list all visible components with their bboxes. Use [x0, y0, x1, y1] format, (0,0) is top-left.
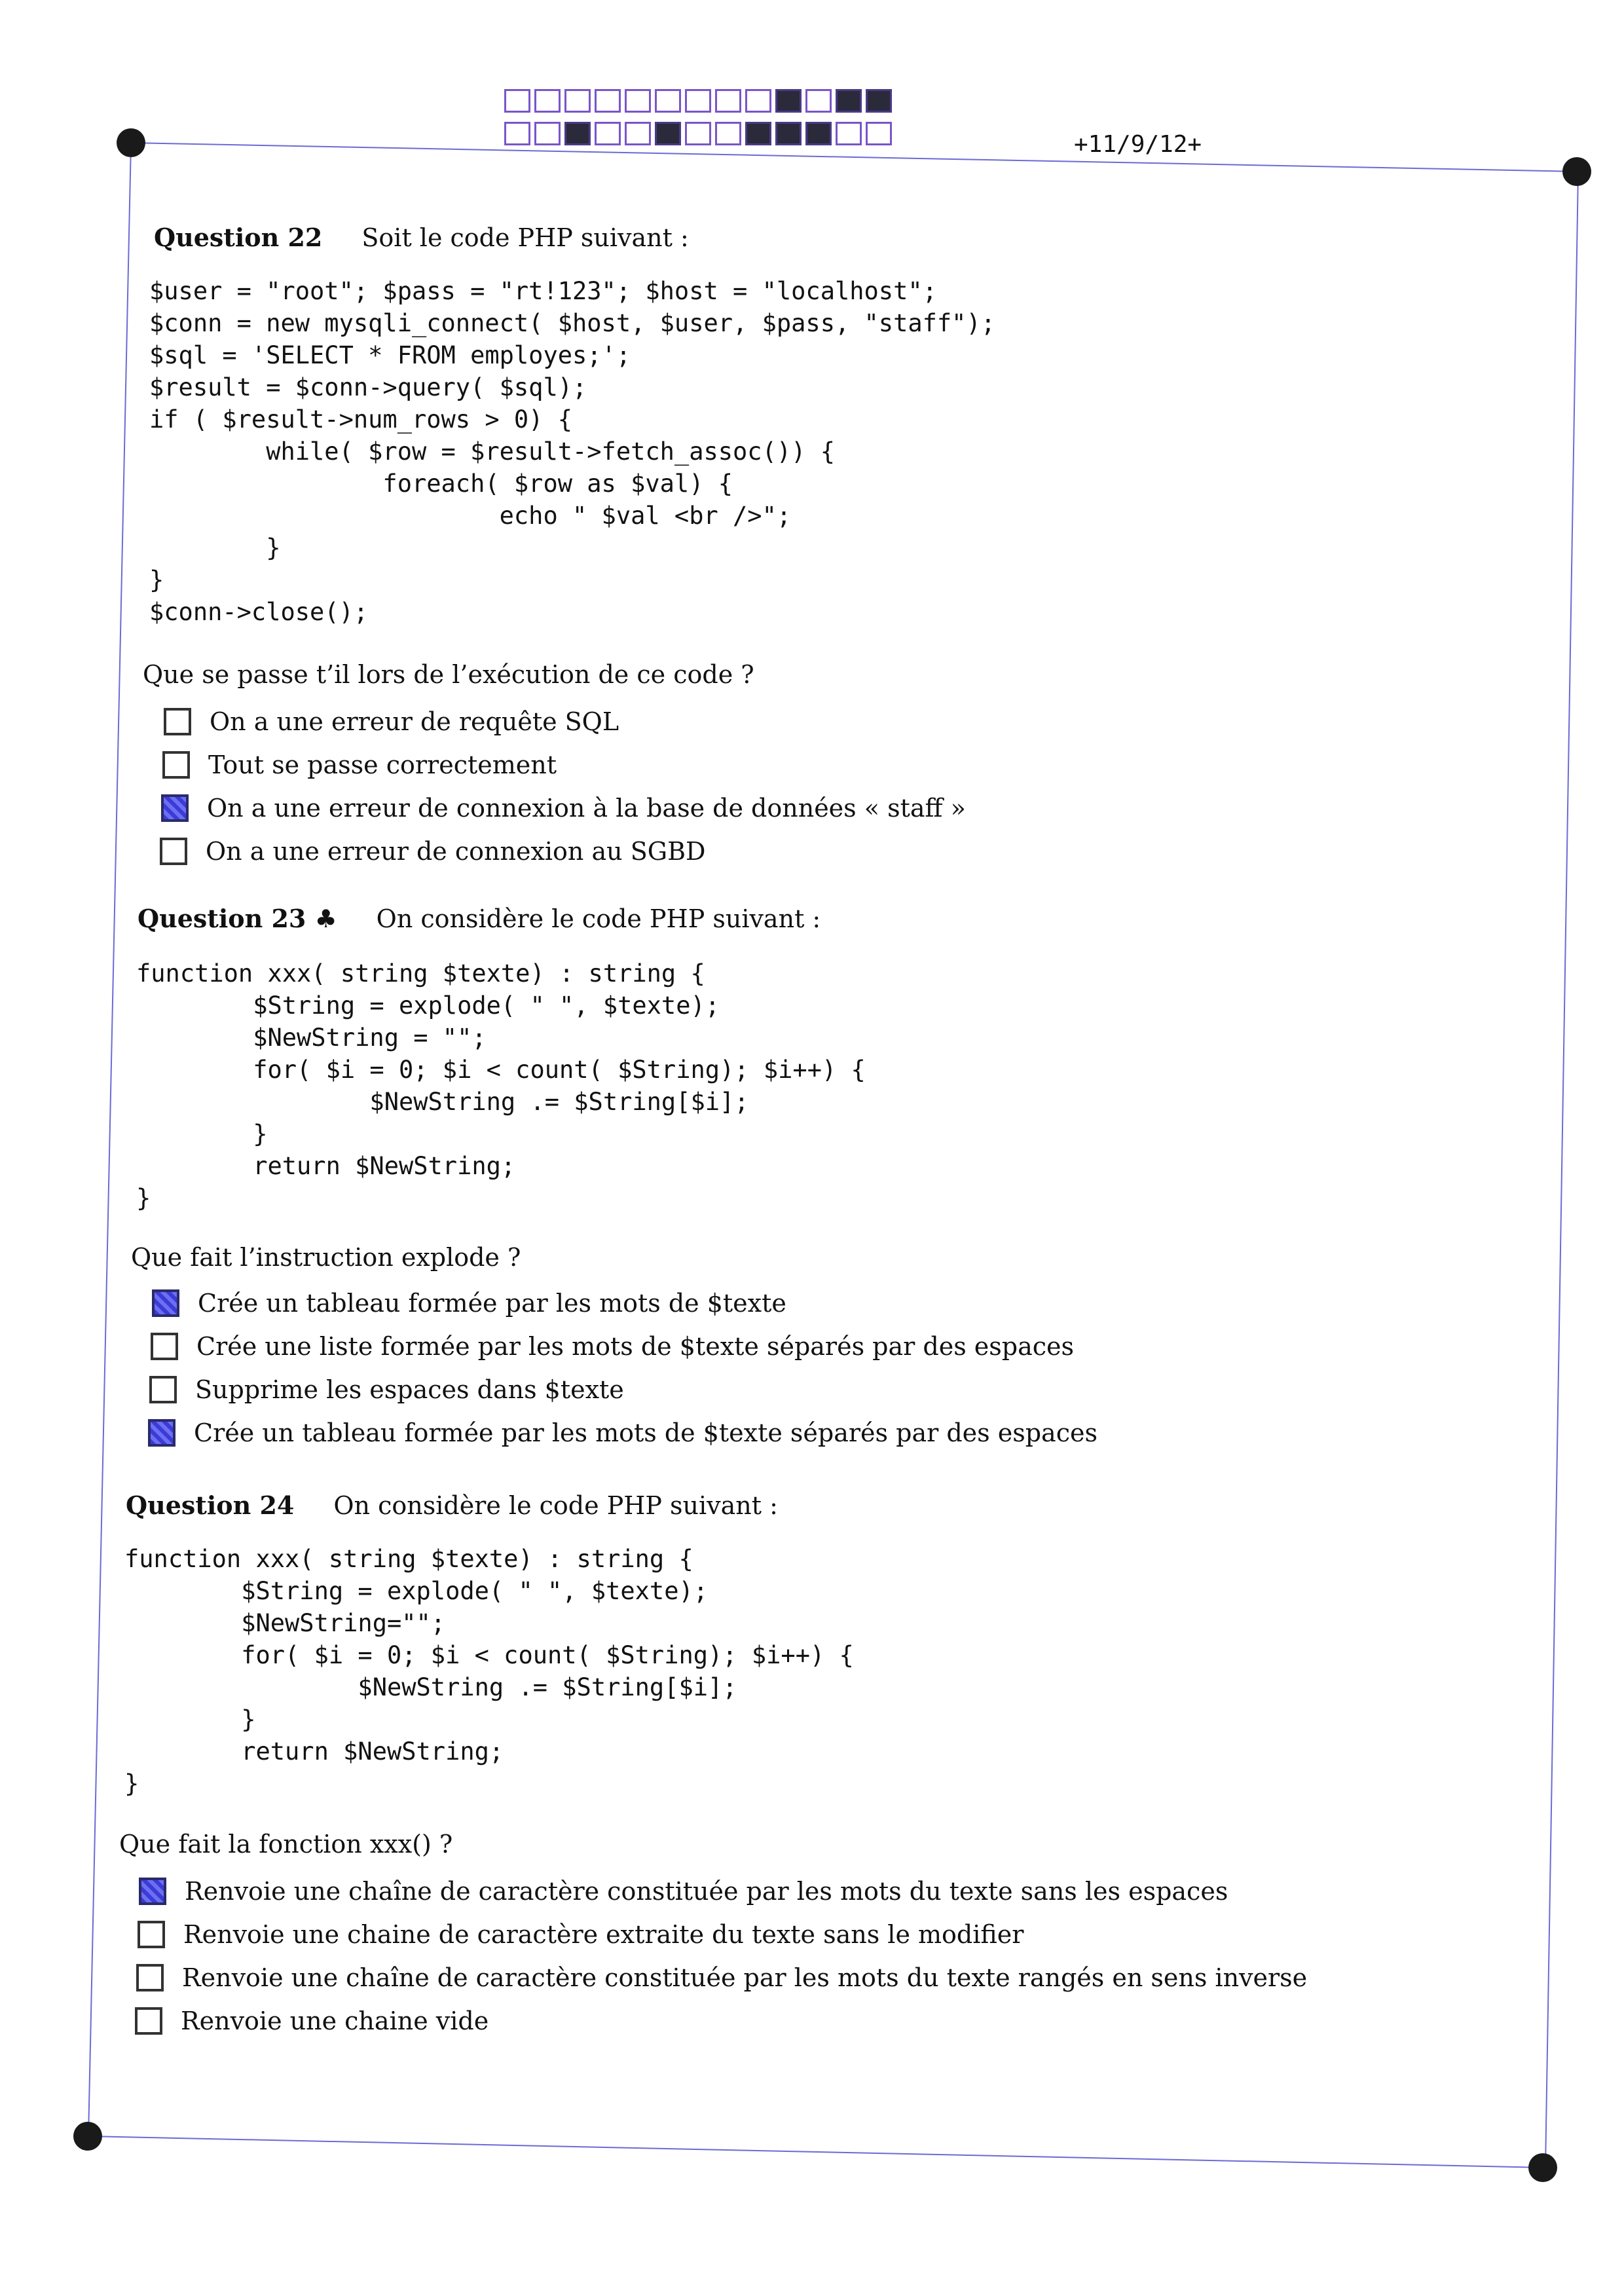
barcode-cell: [564, 89, 591, 113]
choice-label: On a une erreur de requête SQL: [210, 707, 619, 736]
question-number: Question 22: [154, 223, 323, 252]
barcode-cell: [625, 122, 651, 145]
barcode-cell: [836, 122, 862, 145]
choice-label: Tout se passe correctement: [208, 750, 557, 779]
answer-choice[interactable]: [152, 1289, 786, 1318]
choice-label: Crée une liste formée par les mots de $texte séparés par des espaces: [196, 1332, 1075, 1361]
barcode-cell: [745, 122, 771, 145]
choice-label: Crée un tableau formée par les mots de $texte séparés par des espaces: [194, 1418, 1098, 1447]
barcode-cell: [866, 122, 892, 145]
barcode-cell: [836, 89, 862, 113]
answer-choice[interactable]: [135, 2007, 489, 2035]
question-number: Question 23 ♣: [138, 904, 337, 933]
barcode-cell: [685, 89, 711, 113]
checkbox[interactable]: [149, 1376, 177, 1403]
barcode-cell: [595, 89, 621, 113]
checked-checkbox[interactable]: [152, 1289, 179, 1317]
code-block: $user = "root"; $pass = "rt!123"; $host = "localhost"; $conn = new mysqli_connect( $host, $user, $pass, "staff"); $sql = 'SELECT * FROM employes;'; $result = $conn->query( $sql); if ( $result->num_rows > 0) { while( $row = $result->fetch_assoc()) { foreach( $row as $val) { echo " $val <br />"; } } $conn->close();: [149, 277, 996, 626]
checkbox[interactable]: [164, 708, 191, 735]
barcode-cell: [745, 89, 771, 113]
choice-label: Renvoie une chaîne de caractère constituée par les mots du texte rangés en sens inverse: [182, 1963, 1308, 1992]
checked-checkbox[interactable]: [161, 794, 189, 822]
corner-mark-bottom-left: [73, 2122, 102, 2151]
corner-mark-top-right: [1562, 157, 1591, 186]
checked-checkbox[interactable]: [139, 1878, 166, 1905]
answer-choice[interactable]: [160, 837, 705, 866]
barcode-cell: [775, 89, 802, 113]
checkbox[interactable]: [136, 1964, 164, 1991]
page-id: +11/9/12+: [1074, 131, 1202, 158]
choice-label: Crée un tableau formée par les mots de $texte: [198, 1289, 786, 1318]
question-intro: On considère le code PHP suivant :: [333, 1491, 778, 1520]
question-prompt: Que fait l’instruction explode ?: [131, 1243, 521, 1272]
answer-choice[interactable]: [148, 1418, 1098, 1447]
barcode-cell: [805, 122, 832, 145]
barcode-cell: [625, 89, 651, 113]
checkbox[interactable]: [138, 1921, 165, 1948]
corner-mark-bottom-right: [1528, 2153, 1557, 2182]
checkbox[interactable]: [135, 2007, 162, 2035]
barcode-row-2: [504, 122, 896, 145]
answer-choice[interactable]: [138, 1920, 1024, 1949]
checkbox[interactable]: [160, 838, 187, 865]
question-intro: On considère le code PHP suivant :: [376, 904, 821, 933]
choice-label: Renvoie une chaine vide: [181, 2007, 489, 2035]
code-block: function xxx( string $texte) : string { $String = explode( " ", $texte); $NewString = ""; for( $i = 0; $i < count( $String); $i++) { $NewString .= $String[$i]; } return $NewString; }: [136, 959, 866, 1212]
barcode-cell: [685, 122, 711, 145]
question-prompt: Que fait la fonction xxx() ?: [119, 1830, 453, 1859]
question-23-header: [138, 904, 821, 933]
answer-choice[interactable]: [149, 1375, 624, 1404]
barcode-cell: [805, 89, 832, 113]
answer-choice[interactable]: [139, 1877, 1228, 1906]
barcode-cell: [504, 89, 530, 113]
corner-mark-top-left: [117, 128, 145, 157]
barcode-cell: [866, 89, 892, 113]
barcode-cell: [715, 89, 741, 113]
question-number: Question 24: [126, 1491, 295, 1520]
barcode-cell: [534, 89, 561, 113]
answer-choice[interactable]: [136, 1963, 1307, 1992]
code-block: function xxx( string $texte) : string { $String = explode( " ", $texte); $NewString=""; for( $i = 0; $i < count( $String); $i++) { $NewString .= $String[$i]; } return $NewString; }: [124, 1545, 854, 1798]
barcode-cell: [715, 122, 741, 145]
choice-label: Renvoie une chaîne de caractère constituée par les mots du texte sans les espaces: [185, 1877, 1228, 1906]
question-24-header: [126, 1491, 778, 1520]
barcode-cell: [534, 122, 561, 145]
barcode-row-1: [504, 89, 896, 113]
question-prompt: Que se passe t’il lors de l’exécution de ce code ?: [143, 660, 754, 689]
choice-label: Supprime les espaces dans $texte: [195, 1375, 624, 1404]
question-22-header: [154, 223, 689, 252]
checkbox[interactable]: [162, 751, 190, 779]
barcode-cell: [595, 122, 621, 145]
choice-label: On a une erreur de connexion à la base de données « staff »: [207, 794, 966, 823]
checked-checkbox[interactable]: [148, 1419, 175, 1447]
checkbox[interactable]: [151, 1333, 178, 1360]
answer-choice[interactable]: [164, 707, 619, 736]
answer-choice[interactable]: [151, 1332, 1074, 1361]
barcode-cell: [504, 122, 530, 145]
barcode-cell: [655, 122, 681, 145]
answer-choice[interactable]: [161, 794, 966, 823]
barcode-cell: [775, 122, 802, 145]
choice-label: Renvoie une chaine de caractère extraite du texte sans le modifier: [183, 1920, 1024, 1949]
question-intro: Soit le code PHP suivant :: [361, 223, 689, 252]
barcode-cell: [564, 122, 591, 145]
choice-label: On a une erreur de connexion au SGBD: [206, 837, 706, 866]
barcode-cell: [655, 89, 681, 113]
answer-choice[interactable]: [162, 750, 557, 779]
